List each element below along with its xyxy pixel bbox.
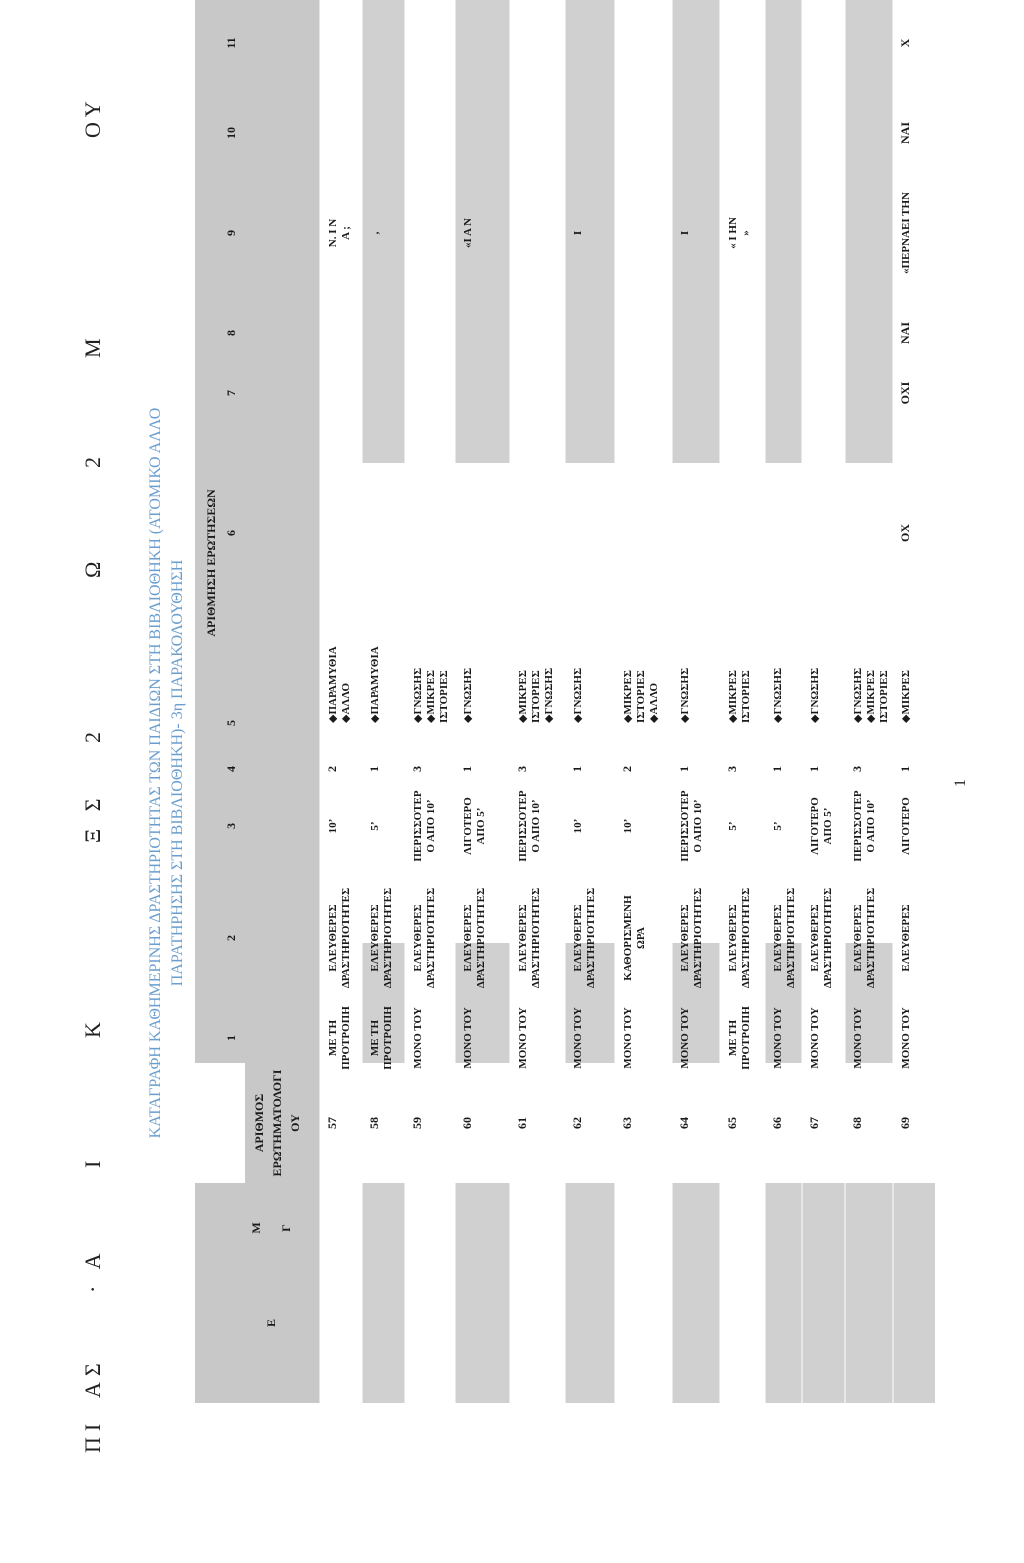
table-cell-c2: ΕΛΕΥΘΕΡΕΣ xyxy=(517,904,529,972)
table-cell-id: 63 xyxy=(620,1117,634,1129)
table-cell-c3: ΑΠΟ 5’ xyxy=(475,807,487,845)
table-cell-c1: ΜΟΝΟ ΤΟΥ xyxy=(622,1007,634,1069)
title-fragment: 2 xyxy=(80,451,105,468)
table-cell-c4: 1 xyxy=(677,766,691,772)
title-fragment: Ω xyxy=(80,555,105,578)
table-cell-c5: ◆ΓΝΩΣΗΣ xyxy=(572,667,584,723)
table-cell-c2: ΔΡΑΣΤΗΡΙΟΤΗΤΕΣ xyxy=(822,887,834,989)
table-cell-c1: ΜΕ ΤΗ xyxy=(327,1019,339,1057)
table-cell-c2: ΕΛΕΥΘΕΡΕΣ xyxy=(809,904,821,972)
table-cell-c3: Ο ΑΠΟ 10’ xyxy=(692,799,704,853)
table-cell-c10: ΝΑΙ xyxy=(898,121,912,145)
left-header-line2: Γ xyxy=(279,1224,293,1232)
table-cell-c2: ΕΛΕΥΘΕΡΕΣ xyxy=(572,904,584,972)
table-cell-c3: ΠΕΡΙΣΣΟΤΕΡ xyxy=(679,790,691,862)
title-fragment: ΑΣ xyxy=(80,1357,105,1398)
table-cell-c6: ΟΧ xyxy=(898,524,912,542)
table-cell-c4: 1 xyxy=(807,766,821,772)
table-cell-c2: ΕΛΕΥΘΕΡΕΣ xyxy=(327,904,339,972)
page-number: 1 xyxy=(952,779,969,787)
table-cell-c5: ◆ΓΝΩΣΗΣ xyxy=(462,667,474,723)
table-cell-c1: ΠΡΟΤΡΟΠΗ xyxy=(382,1006,394,1070)
table-cell-c3: ΠΕΡΙΣΣΟΤΕΡ xyxy=(852,790,864,862)
table-cell-c3: 5’ xyxy=(369,821,381,831)
table-cell-c4: 1 xyxy=(570,766,584,772)
table-cell-c1: ΜΟΝΟ ΤΟΥ xyxy=(809,1007,821,1069)
group-header: ΑΡΙΘΜΗΣΗ ΕΡΩΤΗΣΕΩΝ xyxy=(204,489,218,637)
table-cell-c5: ◆ΠΑΡΑΜΥΘΙΑ xyxy=(327,646,339,723)
title-fragment: 2 xyxy=(80,726,105,743)
table-cell-c5: ◆ΜΙΚΡΕΣ xyxy=(425,670,437,723)
table-cell-c4: 2 xyxy=(620,766,634,772)
table-cell-c1: ΜΕ ΤΗ xyxy=(369,1019,381,1057)
title-fragment: Ξ Σ xyxy=(80,792,105,843)
table-cell-c1: ΜΟΝΟ ΤΟΥ xyxy=(900,1007,912,1069)
table-cell-c9: «Ι Α Ν xyxy=(462,218,474,248)
table-cell-id: 57 xyxy=(325,1117,339,1129)
table-cell-c2: ΔΡΑΣΤΗΡΙΟΤΗΤΕΣ xyxy=(425,887,437,989)
row-band xyxy=(362,0,405,463)
row-band-left xyxy=(362,1183,405,1403)
table-cell-c3: ΠΕΡΙΣΣΟΤΕΡ xyxy=(412,790,424,862)
table-cell-c3: Ο ΑΠΟ 10’ xyxy=(530,799,542,853)
table-cell-c3: ΛΙΓΟΤΕΡΟ xyxy=(900,797,912,855)
table-cell-c1: ΜΟΝΟ ΤΟΥ xyxy=(572,1007,584,1069)
left-header-line3: Ε xyxy=(264,1318,278,1328)
table-cell-c9: » xyxy=(740,230,752,236)
table-cell-c1: ΠΡΟΤΡΟΠΗ xyxy=(340,1006,352,1070)
table-cell-c2: ΔΡΑΣΤΗΡΙΟΤΗΤΕΣ xyxy=(740,887,752,989)
row-band-left xyxy=(565,1183,615,1403)
table-cell-c1: ΠΡΟΤΡΟΠΗ xyxy=(740,1006,752,1070)
table-rows xyxy=(320,0,935,1403)
table-cell-c5: ◆ΜΙΚΡΕΣ xyxy=(865,670,877,723)
table-cell-c5: ΙΣΤΟΡΙΕΣ xyxy=(878,670,890,723)
table-cell-c5: ◆ΑΛΛΟ xyxy=(340,682,352,723)
landscape-group xyxy=(80,0,969,1453)
table-cell-id: 64 xyxy=(677,1117,691,1129)
table-cell-c2: ΕΛΕΥΘΕΡΕΣ xyxy=(679,904,691,972)
table-cell-c5: ◆ΠΑΡΑΜΥΘΙΑ xyxy=(369,646,381,723)
table-cell-c3: 10’ xyxy=(622,818,634,834)
table-cell-c9: «ΠΕΡΝΑΕΙ ΤΗΝ xyxy=(900,191,912,275)
table-cell-c5: ΙΣΤΟΡΙΕΣ xyxy=(438,670,450,723)
number-header-line1: ΑΡΙΘΜΟΣ xyxy=(252,1093,266,1153)
table-cell-id: 61 xyxy=(515,1117,529,1129)
table-cell-c7: ΟΧΙ xyxy=(898,381,912,405)
row-band xyxy=(845,0,893,463)
table-cell-c2: ΔΡΑΣΤΗΡΙΟΤΗΤΕΣ xyxy=(382,887,394,989)
column-number: 1 xyxy=(224,1035,238,1041)
table-cell-c4: 3 xyxy=(850,766,864,772)
table-cell-c9: Ν. Ι Ν xyxy=(327,218,339,248)
table-cell-id: 69 xyxy=(898,1117,912,1129)
column-number: 3 xyxy=(224,823,238,829)
table-cell-c8: ΝΑΙ xyxy=(898,321,912,345)
table-cell-c4: 1 xyxy=(770,766,784,772)
title-fragment: ΠΙ xyxy=(80,1417,105,1453)
table-cell-c2: ΕΛΕΥΘΕΡΕΣ xyxy=(852,904,864,972)
table-cell-c4: 1 xyxy=(367,766,381,772)
row-band-left xyxy=(455,1183,510,1403)
table-cell-c4: 1 xyxy=(898,766,912,772)
title-fragment: Μ xyxy=(80,332,105,358)
title-fragment: ΟΥ xyxy=(80,95,105,138)
column-number: 2 xyxy=(224,935,238,941)
title-fragment: Ι xyxy=(80,1154,105,1168)
row-band-left xyxy=(845,1183,893,1403)
table-cell-c2: ΕΛΕΥΘΕΡΕΣ xyxy=(412,904,424,972)
title-fragment: Κ xyxy=(80,1016,105,1038)
page-title xyxy=(80,95,105,1453)
table-cell-c2: ΔΡΑΣΤΗΡΙΟΤΗΤΕΣ xyxy=(475,887,487,989)
table-cell-c2: ΔΡΑΣΤΗΡΙΟΤΗΤΕΣ xyxy=(865,887,877,989)
table-cell-id: 58 xyxy=(367,1117,381,1129)
table-cell-c5: ◆ΓΝΩΣΗΣ xyxy=(852,667,864,723)
table-cell-c9: , xyxy=(369,231,381,235)
column-number: 9 xyxy=(224,230,238,236)
table-cell-c3: Ο ΑΠΟ 10’ xyxy=(865,799,877,853)
table-cell-c3: 10’ xyxy=(327,818,339,834)
table-cell-c5: ΙΣΤΟΡΙΕΣ xyxy=(740,670,752,723)
table-cell-c3: ΠΕΡΙΣΣΟΤΕΡ xyxy=(517,790,529,862)
table-cell-c5: ΙΣΤΟΡΙΕΣ xyxy=(635,670,647,723)
table-cell-c3: 5’ xyxy=(727,821,739,831)
table-cell-id: 67 xyxy=(807,1117,821,1129)
table-cell-c1: ΜΟΝΟ ΤΟΥ xyxy=(852,1007,864,1069)
table-cell-c4: 1 xyxy=(460,766,474,772)
column-number: 7 xyxy=(224,390,238,396)
table-cell-c2: ΔΡΑΣΤΗΡΙΟΤΗΤΕΣ xyxy=(585,887,597,989)
table-cell-c5: ◆ΓΝΩΣΗΣ xyxy=(809,667,821,723)
table-cell-c4: 3 xyxy=(725,766,739,772)
table-cell-id: 68 xyxy=(850,1117,864,1129)
table-cell-id: 59 xyxy=(410,1117,424,1129)
table-cell-c5: ◆ΜΙΚΡΕΣ xyxy=(622,670,634,723)
table-cell-c4: 3 xyxy=(515,766,529,772)
table-cell-c5: ◆ΓΝΩΣΗΣ xyxy=(543,667,555,723)
table-cell-c5: ◆ΓΝΩΣΗΣ xyxy=(772,667,784,723)
header-left-block xyxy=(195,1183,320,1403)
table-cell-id: 65 xyxy=(725,1117,739,1129)
table-cell-c2: ΔΡΑΣΤΗΡΙΟΤΗΤΕΣ xyxy=(530,887,542,989)
table-cell-c5: ◆ΑΛΛΟ xyxy=(648,682,660,723)
table-cell-c2: ΕΛΕΥΘΕΡΕΣ xyxy=(727,904,739,972)
table-cell-id: 66 xyxy=(770,1117,784,1129)
table-cell-id: 62 xyxy=(570,1117,584,1129)
table-cell-c2: ΕΛΕΥΘΕΡΕΣ xyxy=(900,904,912,972)
subtitle-line-1: ΚΑΤΑΓΡΑΦΗ ΚΑΘΗΜΕΡΙΝΗΣ ΔΡΑΣΤΗΡΙΟΤΗΤΑΣ ΤΩΝ ΠΑΙΔΙΩΝ ΣΤΗ ΒΙΒΛΙΟΘΗΚΗ (ΑΤΟΜΙΚΟ ΑΛΛΟ xyxy=(147,407,164,1139)
table-cell-c2: ΔΡΑΣΤΗΡΙΟΤΗΤΕΣ xyxy=(785,887,797,989)
row-band xyxy=(765,0,802,463)
table-cell-c3: 5’ xyxy=(772,821,784,831)
table-cell-id: 60 xyxy=(460,1117,474,1129)
table-cell-c9: « Ι ΗΝ xyxy=(727,217,739,249)
table-cell-c5: ◆ΜΙΚΡΕΣ xyxy=(900,670,912,723)
table-cell-c1: ΜΟΝΟ ΤΟΥ xyxy=(462,1007,474,1069)
title-fragment: · Α xyxy=(80,1247,105,1293)
column-number: 6 xyxy=(224,530,238,536)
table-cell-c2: ΚΑΘΟΡΙΣΜΕΝΗ xyxy=(622,895,634,981)
table-cell-c9: Α ; xyxy=(340,226,352,240)
number-header-line3: ΟΥ xyxy=(288,1114,302,1132)
subtitle-line-2: ΠΑΡΑΤΗΡΗΣΗΣ ΣΤΗ ΒΙΒΛΙΟΘΗΚΗ)- 3η ΠΑΡΑΚΟΛΟΥΘΗΣΗ xyxy=(169,559,186,987)
left-header-line1: Μ xyxy=(249,1222,263,1234)
table-cell-c2: ΕΛΕΥΘΕΡΕΣ xyxy=(369,904,381,972)
column-number: 4 xyxy=(224,766,238,772)
table-cell-c3: ΛΙΓΟΤΕΡΟ xyxy=(462,797,474,855)
number-header-line2: ΕΡΩΤΗΜΑΤΟΛΟΓΙ xyxy=(270,1069,284,1177)
table-cell-c2: ΕΛΕΥΘΕΡΕΣ xyxy=(772,904,784,972)
column-number: 8 xyxy=(224,330,238,336)
table-cell-c5: ◆ΜΙΚΡΕΣ xyxy=(517,670,529,723)
table-cell-c3: 10’ xyxy=(572,818,584,834)
table-cell-c5: ◆ΓΝΩΣΗΣ xyxy=(679,667,691,723)
column-number: 11 xyxy=(224,37,238,49)
table-cell-c2: ΕΛΕΥΘΕΡΕΣ xyxy=(462,904,474,972)
table-cell-c5: ◆ΓΝΩΣΗΣ xyxy=(412,667,424,723)
row-band-left xyxy=(672,1183,720,1403)
column-number: 10 xyxy=(224,127,238,139)
table-cell-c1: ΜΟΝΟ ΤΟΥ xyxy=(517,1007,529,1069)
table-cell-c2: ΔΡΑΣΤΗΡΙΟΤΗΤΕΣ xyxy=(692,887,704,989)
table-cell-c9: Ι xyxy=(679,230,691,236)
table-cell-c2: ΔΡΑΣΤΗΡΙΟΤΗΤΕΣ xyxy=(340,887,352,989)
table-cell-c3: ΛΙΓΟΤΕΡΟ xyxy=(809,797,821,855)
table-cell-c1: ΜΕ ΤΗ xyxy=(727,1019,739,1057)
table-cell-c9: Ι xyxy=(572,230,584,236)
table-cell-c5: ΙΣΤΟΡΙΕΣ xyxy=(530,670,542,723)
table-cell-c5: ◆ΜΙΚΡΕΣ xyxy=(727,670,739,723)
table-cell-c3: Ο ΑΠΟ 10’ xyxy=(425,799,437,853)
table-cell-c11: Χ xyxy=(898,38,912,48)
table-cell-c2: ΩΡΑ xyxy=(635,927,647,949)
column-number: 5 xyxy=(224,720,238,726)
table-cell-c1: ΜΟΝΟ ΤΟΥ xyxy=(412,1007,424,1069)
table-cell-c1: ΜΟΝΟ ΤΟΥ xyxy=(679,1007,691,1069)
table-cell-c4: 2 xyxy=(325,766,339,772)
table-cell-c3: ΑΠΟ 5’ xyxy=(822,807,834,845)
table-cell-c1: ΜΟΝΟ ΤΟΥ xyxy=(772,1007,784,1069)
table-cell-c4: 3 xyxy=(410,766,424,772)
